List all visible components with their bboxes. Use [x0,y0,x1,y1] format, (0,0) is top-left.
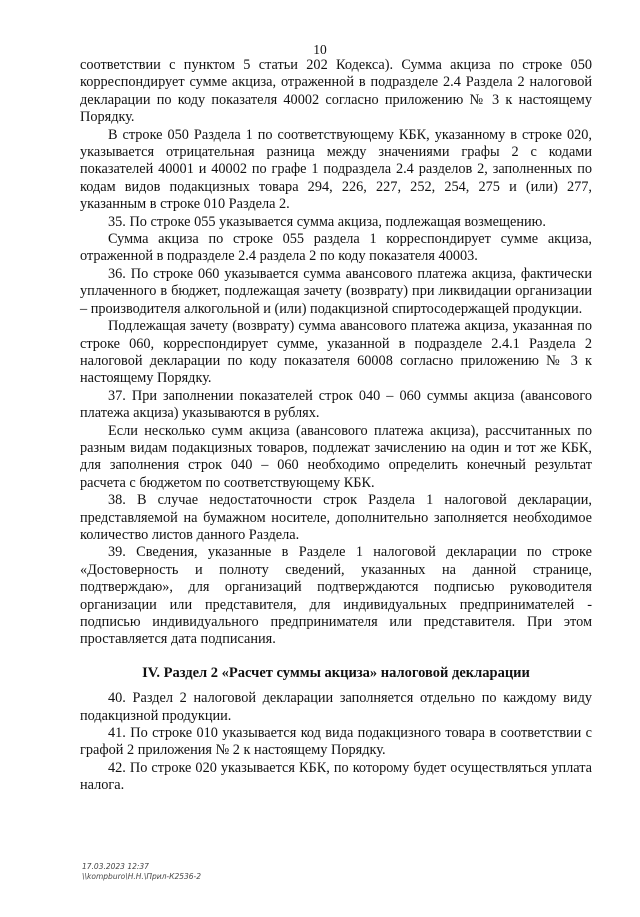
paragraph-36: 36. По строке 060 указывается сумма авансового платежа акциза, фактически уплаченного в бюджет, подлежащая зачету (возврату) при ликвидации организации – производителя алкогольной и (или) подакцизной спиртосодержащей продукции. [80,265,592,317]
paragraph-line-050: В строке 050 Раздела 1 по соответствующему КБК, указанному в строке 020, указывается отрицательная разница между значениями графы 2 с кодами показателей 40001 и 40002 по графе 1 подраздела 2.4 разделов 2, заполненных по кодам видов подакцизных товара 294, 226, 227, 252, 254, 275 и (или) 277, указанным в строке 010 Раздела 2. [80,126,592,213]
paragraph-40: 40. Раздел 2 налоговой декларации заполняется отдельно по каждому виду подакцизной продукции. [80,690,592,724]
page-number: 10 [313,42,327,57]
footer-stamp [82,862,201,882]
paragraph-37: 37. При заполнении показателей строк 040 – 060 суммы акциза (авансового платежа акциза) указываются в рублях. [80,387,592,422]
document-body [80,57,592,795]
paragraph-42: 42. По строке 020 указывается КБК, по которому будет осуществляться уплата налога. [80,759,592,794]
paragraph-line-060: Подлежащая зачету (возврату) сумма авансового платежа акциза, указанная по строке 060, корреспондирует сумме, указанной в подразделе 2.4.1 Раздела 2 налоговой декларации по коду показателя 60008 согласно приложению № 3 к настоящему Порядку. [80,318,592,387]
paragraph-kbk-sums: Если несколько сумм акциза (авансового платежа акциза), рассчитанных по разным видам подакцизных товаров, подлежат зачислению на один и тот же КБК, для заполнения строк 040 – 060 необходимо определить конечный результат расчета с бюджетом по соответствующему КБК. [80,422,592,491]
paragraph-41: 41. По строке 010 указывается код вида подакцизного товара в соответствии с графой 2 приложения № 2 к настоящему Порядку. [80,725,592,759]
paragraph-38: 38. В случае недостаточности строк Раздела 1 налоговой декларации, представляемой на бумажном носителе, дополнительно заполняется необходимое количество листов данного Раздела. [80,492,592,543]
paragraph-35: 35. По строке 055 указывается сумма акциза, подлежащая возмещению. [108,213,546,230]
section-heading: IV. Раздел 2 «Расчет суммы акциза» налоговой декларации [142,664,530,681]
footer-date: 17.03.2023 12:37 [82,862,149,871]
paragraph-39: 39. Сведения, указанные в Разделе 1 налоговой декларации по строке «Достоверность и полноту сведений, указанных на данной странице, подтверждаю», для организаций подтверждаются подписью руководителя организации или представителя, для индивидуальных предпринимателей - подписью индивидуального предпринимателя или представителя. При этом проставляется дата подписания. [80,544,592,648]
footer-path: \\kompburo\Н.Н.\Прил-К2536-2 [82,872,202,881]
paragraph-continuation: соответствии с пунктом 5 статьи 202 Кодекса). Сумма акциза по строке 050 корреспондирует сумме акциза, отраженной в подразделе 2.4 Раздела 2 налоговой декларации по коду показателя 40002 согласно приложению № 3 к настоящему Порядку. [80,57,592,126]
paragraph-line-055: Сумма акциза по строке 055 раздела 1 корреспондирует сумме акциза, отраженной в подразделе 2.4 раздела 2 по коду показателя 40003. [80,231,592,265]
